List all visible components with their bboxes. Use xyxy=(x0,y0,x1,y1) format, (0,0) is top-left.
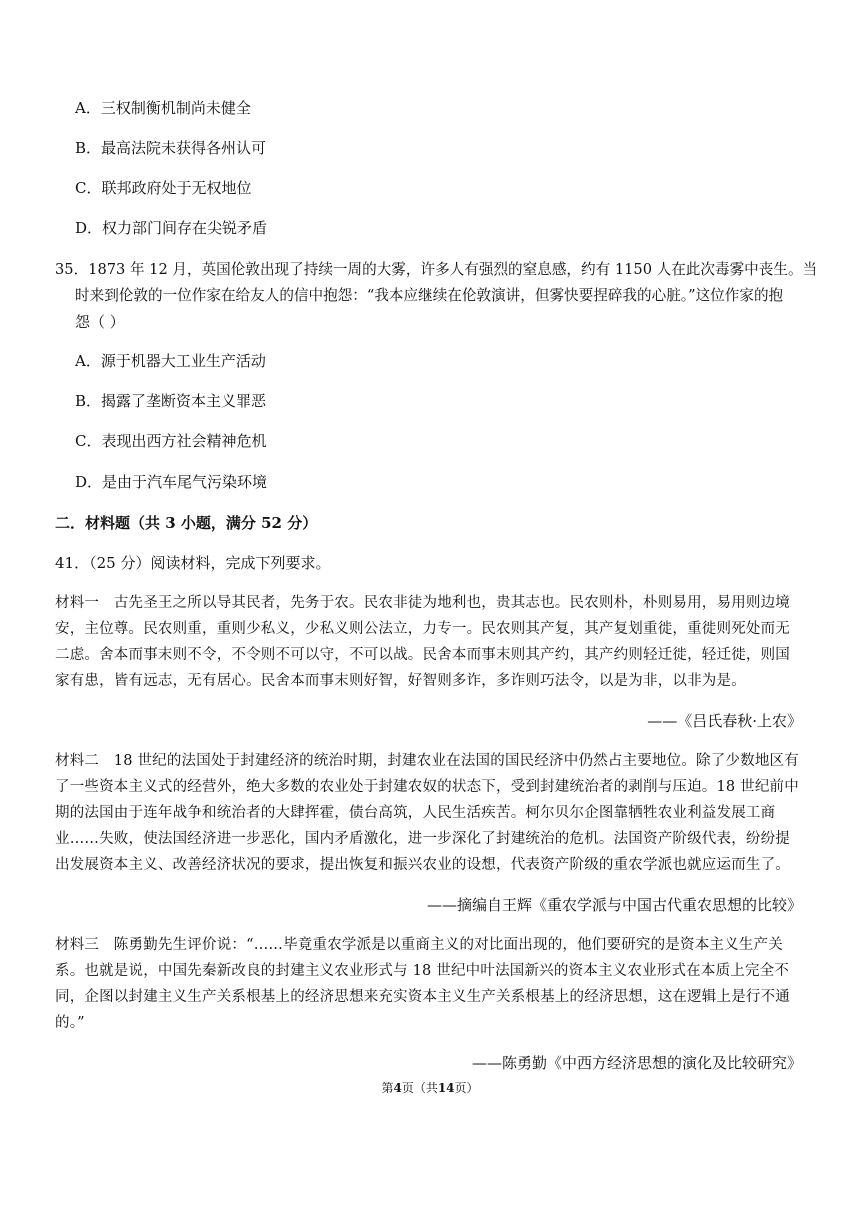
material3-line-2: 系。也就是说，中国先秦新改良的封建主义农业形式与 18 世纪中叶法国新兴的资本主义农业形式在本质上完全不 xyxy=(55,963,790,979)
footer-middle: 页（共 xyxy=(401,1081,438,1095)
q35-option-d: D．是由于汽车尾气污染环境 xyxy=(75,473,268,491)
q35-option-a: A．源于机器大工业生产活动 xyxy=(75,352,266,370)
material2-line-4: 业……失败，使法国经济进一步恶化，国内矛盾激化，进一步深化了封建统治的危机。法国资产阶级代表，纷纷提 xyxy=(55,831,790,847)
footer-total-pages: 14 xyxy=(437,1081,455,1095)
material2-line-2: 了一些资本主义式的经营外，绝大多数的农业处于封建农奴的状态下，受到封建统治者的剥削与压迫。18 世纪前中 xyxy=(55,779,799,795)
footer-suffix: 页） xyxy=(454,1081,479,1095)
material2-line-1: 材料二 18 世纪的法国处于封建经济的统治时期，封建农业在法国的国民经济中仍然占主要地位。除了少数地区有 xyxy=(55,753,799,769)
material1-source: ——《吕氏春秋·上农》 xyxy=(647,712,802,730)
material3-line-4: 的。” xyxy=(55,1015,85,1031)
material2-line-5: 出发展资本主义、改善经济状况的要求，提出恢复和振兴农业的设想，代表资产阶级的重农学派也就应运而生了。 xyxy=(55,857,790,873)
material2-line-3: 期的法国由于连年战争和统治者的大肆挥霍，债台高筑，人民生活疾苦。柯尔贝尔企图靠牺牲农业利益发展工商 xyxy=(55,805,776,821)
material1-line-4: 家有患，皆有远志，无有居心。民舍本而事末则好智，好智则多诈，多诈则巧法令，以是为非，以非为是。 xyxy=(55,673,746,689)
material2-source: ——摘编自王辉《重农学派与中国古代重农思想的比较》 xyxy=(426,896,802,914)
material3-line-1: 材料三 陈勇勤先生评价说：“……毕竟重农学派是以重商主义的对比面出现的，他们要研究的是资本主义生产关 xyxy=(55,937,783,953)
q35-stem-line-1: 35．1873 年 12 月，英国伦敦出现了持续一周的大雾，许多人有强烈的窒息感，约有 1150 人在此次毒雾中丧生。当 xyxy=(55,261,818,278)
q35-stem-line-3: 怨（ ） xyxy=(75,313,125,331)
material1-line-2: 安，主位尊。民农则重，重则少私义，少私义则公法立，力专一。民农则其产复，其产复划重徙，重徙则死处而无 xyxy=(55,621,790,637)
q41-instruction: 41．（25 分）阅读材料，完成下列要求。 xyxy=(55,554,331,572)
q34-option-d: D．权力部门间存在尖锐矛盾 xyxy=(75,219,268,237)
material3-line-3: 同，企图以封建主义生产关系根基上的经济思想来充实资本主义生产关系根基上的经济思想，这在逻辑上是行不通 xyxy=(55,989,790,1005)
q35-option-c: C．表现出西方社会精神危机 xyxy=(75,432,267,450)
q34-option-c: C．联邦政府处于无权地位 xyxy=(75,179,252,197)
q35-stem-line-2: 时来到伦敦的一位作家在给友人的信中抱怨：“我本应继续在伦敦演讲，但雾快要捏碎我的心脏。”这位作家的抱 xyxy=(75,287,784,304)
material3-source: ——陈勇勤《中西方经济思想的演化及比较研究》 xyxy=(471,1054,802,1072)
footer-prefix: 第 xyxy=(381,1081,394,1095)
material1-line-1: 材料一 古先圣王之所以导其民者，先务于农。民农非徒为地利也，贵其志也。民农则朴，朴则易用，易用则边境 xyxy=(55,595,790,611)
q34-option-a: A．三权制衡机制尚未健全 xyxy=(75,99,251,117)
q34-option-b: B．最高法院未获得各州认可 xyxy=(75,139,267,157)
section-heading: 二．材料题（共 3 小题，满分 52 分） xyxy=(55,514,318,532)
footer-page-number: 4 xyxy=(393,1081,402,1095)
page-footer xyxy=(0,1080,860,1096)
q35-option-b: B．揭露了垄断资本主义罪恶 xyxy=(75,392,267,410)
material1-line-3: 二虑。舍本而事末则不令，不令则不可以守，不可以战。民舍本而事末则其产约，其产约则轻迁徙，轻迁徙，则国 xyxy=(55,647,790,663)
